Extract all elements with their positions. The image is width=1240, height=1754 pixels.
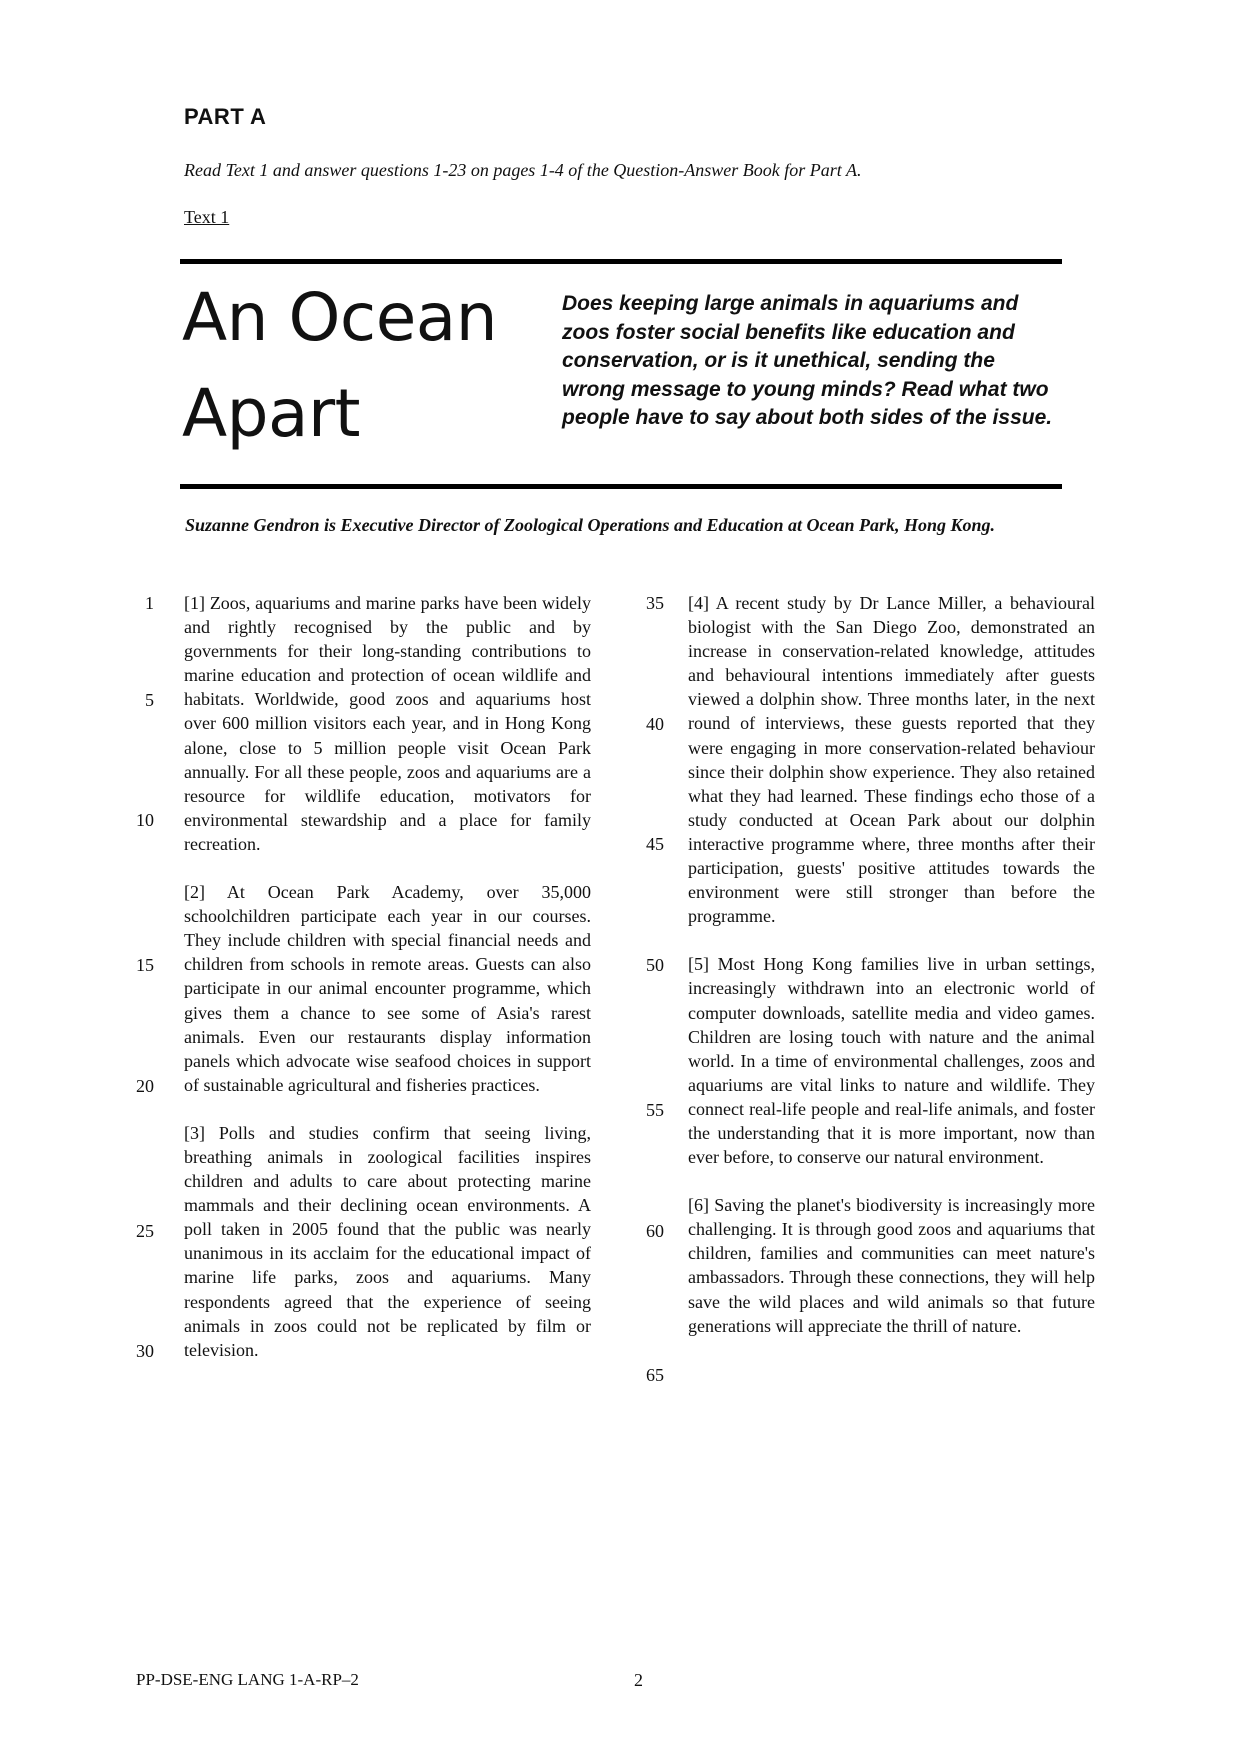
line-number: 65 [646, 1365, 664, 1385]
line-number: 45 [646, 834, 664, 854]
article-column-left [184, 591, 591, 1386]
line-number: 35 [646, 593, 664, 613]
footer-paper-code: PP-DSE-ENG LANG 1-A-RP–2 [136, 1670, 359, 1689]
article-standfirst: Does keeping large animals in aquariums and zoos foster social benefits like education and conservation, or is it unethical, sending the wrong message to young minds? Read what two people have to say about both sides of the issue. [562, 292, 1053, 429]
paragraph-2: [2] At Ocean Park Academy, over 35,000 schoolchildren participate each year in our courses. They include children with special financial needs and children from schools in remote areas. Guests can also participate in our animal encounter programme, which gives them a chance to see some of Asia's rarest animals. Even our restaurants display information panels which advocate wise seafood choices in support of sustainable agricultural and fisheries practices. [184, 882, 591, 1095]
paragraph-3: [3] Polls and studies confirm that seeing living, breathing animals in zoological facilities inspires children and adults to care about protecting marine mammals and their declining ocean environments. A poll taken in 2005 found that the public was nearly unanimous in its acclaim for the educational impact of marine life parks, zoos and aquariums. Many respondents agreed that the experience of seeing animals in zoos could not be replicated by film or television. [184, 1122, 591, 1360]
top-rule [180, 259, 1062, 264]
line-number: 25 [136, 1221, 154, 1241]
line-number: 20 [136, 1076, 154, 1096]
paragraph-4: [4] A recent study by Dr Lance Miller, a behavioural biologist with the San Diego Zoo, demonstrated an increase in conservation-related knowledge, attitudes and behavioural intentions immediately after guests viewed a dolphin show. Three months later, in the next round of interviews, these guests reported that they were engaging in more conservation-related behaviour since their dolphin show experience. They also retained what they had learned. These findings echo those of a study conducted at Ocean Park about our dolphin interactive programme where, three months after their participation, guests' positive attitudes towards the environment were still stronger than before the programme. [688, 593, 1095, 927]
paragraph-1: [1] Zoos, aquariums and marine parks have been widely and rightly recognised by the public and by governments for their long-standing contributions to marine education and protection of ocean wildlife and habitats. Worldwide, good zoos and aquariums host over 600 million visitors each year, and in Hong Kong alone, close to 5 million people visit Ocean Park annually. For all these people, zoos and aquariums are a resource for wildlife education, motivators for environmental stewardship and a place for family recreation. [184, 593, 591, 854]
headline-line-2: Apart [182, 375, 361, 452]
line-number: 30 [136, 1341, 154, 1361]
headline-line-1: An Ocean [182, 279, 498, 356]
text-label: Text 1 [184, 207, 230, 227]
part-title: PART A [184, 104, 267, 129]
line-number: 10 [136, 810, 154, 830]
line-number: 60 [646, 1221, 664, 1241]
line-number: 55 [646, 1100, 664, 1120]
article-column-right [688, 591, 1095, 1362]
line-number: 40 [646, 714, 664, 734]
paragraph-6: [6] Saving the planet's biodiversity is increasingly more challenging. It is through good zoos and aquariums that children, families and communities can meet nature's ambassadors. Through these connections, they will help save the wild places and wild animals so that future generations will appreciate the thrill of nature. [688, 1195, 1095, 1336]
bottom-rule [180, 484, 1062, 489]
reading-instruction: Read Text 1 and answer questions 1-23 on pages 1-4 of the Question-Answer Book for Part A. [184, 160, 862, 180]
line-number: 50 [646, 955, 664, 975]
line-number: 1 [145, 593, 154, 613]
page-number: 2 [634, 1670, 643, 1690]
line-number: 5 [145, 690, 154, 710]
line-number: 15 [136, 955, 154, 975]
paragraph-5: [5] Most Hong Kong families live in urban settings, increasingly withdrawn into an electronic world of computer downloads, satellite media and video games. Children are losing touch with nature and the animal world. In a time of environmental challenges, zoos and aquariums are vital links to nature and wildlife. They connect real-life people and real-life animals, and foster the understanding that it is more important, now than ever before, to conserve our natural environment. [688, 954, 1095, 1168]
article-headline [182, 270, 542, 462]
author-byline: Suzanne Gendron is Executive Director of Zoological Operations and Education at Ocean Park, Hong Kong. [185, 515, 996, 535]
